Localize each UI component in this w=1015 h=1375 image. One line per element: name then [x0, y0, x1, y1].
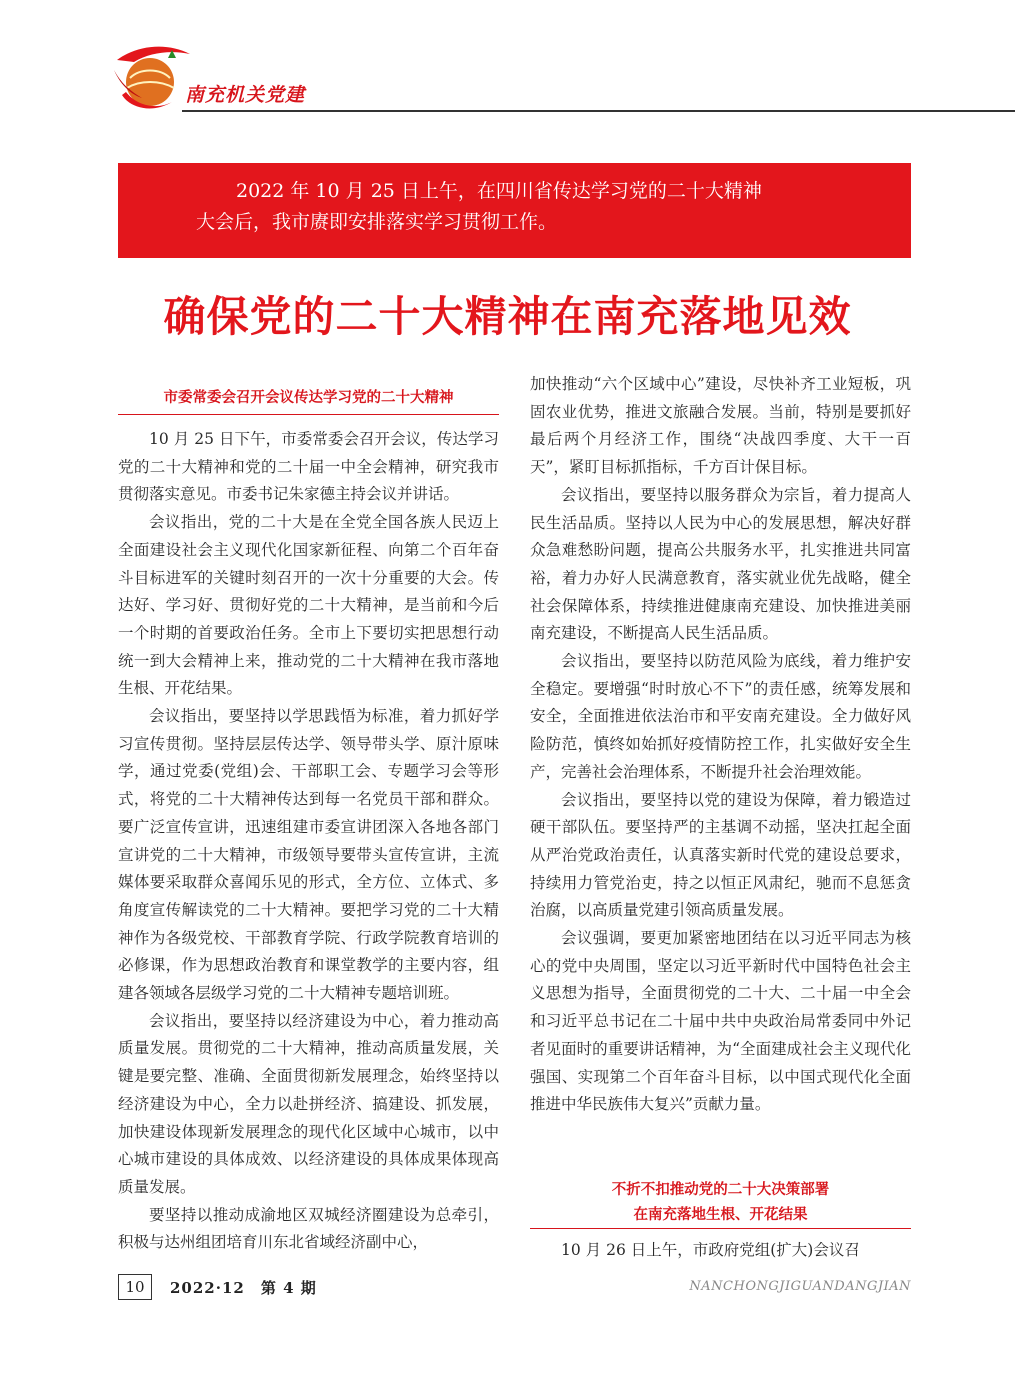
paragraph: 会议指出，要坚持以服务群众为宗旨，着力提高人民生活品质。坚持以人民为中心的发展思想，解决好群众急难愁盼问题，提高公共服务水平，扎实推进共同富裕，着力办好人民满意教育，落实就业优先战略，健全社会保障体系，持续推进健康南充建设、加快推进美丽南充建设，不断提高人民生活品质。	[530, 485, 911, 643]
page-number: 10	[118, 1274, 152, 1300]
paragraph: 会议指出，要坚持以防范风险为底线，着力维护安全稳定。要增强“时时放心不下”的责任感，统筹发展和安全，全面推进依法治市和平安南充建设。全力做好风险防范，慎终如始抓好疫情防控工作，扎实做好安全生产，完善社会治理体系，不断提升社会治理效能。	[530, 652, 911, 781]
section-heading-2-line-2: 在南充落地生根、开花结果	[633, 1207, 808, 1223]
paragraph: 会议指出，要坚持以学思践悟为标准，着力抓好学习宣传贯彻。坚持层层传达学、领导带头学、原汁原味学，通过党委(党组)会、干部职工会、专题学习会等形式，将党的二十大精神传达到每一名党员干部和群众。要广泛宣传宣讲，迅速组建市委宣讲团深入各地各部门宣讲党的二十大精神，市级领导要带头宣传宣讲，主流媒体要采取群众喜闻乐见的形式，全方位、立体式、多角度宣传解读党的二十大精神。要把学习党的二十大精神作为各级党校、干部教育学院、行政学院教育培训的必修课，作为思想政治教育和课堂教学的主要内容，组建各领域各层级学习党的二十大精神专题培训班。	[118, 707, 499, 1003]
globe-ribbon-logo-icon	[112, 40, 192, 115]
article-title: 确保党的二十大精神在南充落地见效	[163, 292, 852, 341]
header-rule	[182, 110, 1015, 112]
paragraph: 会议指出，党的二十大是在全党全国各族人民迈上全面建设社会主义现代化国家新征程、向第二个百年奋斗目标进军的关键时刻召开的一次十分重要的大会。传达好、学习好、贯彻好党的二十大精神，是当前和今后一个时期的首要政治任务。全市上下要切实把思想行动统一到大会精神上来，推动党的二十大精神在我市落地生根、开花结果。	[118, 513, 499, 698]
section-2-body	[530, 1237, 911, 1265]
banner-line-2: 大会后，我市赓即安排落实学习贯彻工作。	[196, 211, 558, 233]
page-header	[0, 0, 1015, 120]
banner-line-1: 2022 年 10 月 25 日上午，在四川省传达学习党的二十大精神	[236, 180, 762, 202]
running-title: NANCHONGJIGUANDANGJIAN	[689, 1279, 911, 1294]
section-heading-1: 市委常委会召开会议传达学习党的二十大精神	[163, 390, 454, 406]
section-rule-1	[118, 414, 499, 415]
paragraph: 要坚持以推动成渝地区双城经济圈建设为总牵引，积极与达州组团培育川东北省域经济副中心，	[118, 1205, 499, 1252]
paragraph: 10 月 25 日下午，市委常委会召开会议，传达学习党的二十大精神和党的二十届一中全会精神，研究我市贯彻落实意见。市委书记朱家德主持会议并讲话。	[118, 430, 499, 504]
magazine-brand: 南充机关党建	[185, 84, 306, 106]
intro-banner	[118, 163, 911, 258]
paragraph: 10 月 26 日上午，市政府党组(扩大)会议召	[561, 1241, 860, 1259]
paragraph: 加快推动“六个区域中心”建设，尽快补齐工业短板，巩固农业优势，推进文旅融合发展。当前，特别是要抓好最后两个月经济工作，围绕“决战四季度、大干一百天”，紧盯目标抓指标，千方百计保目标。	[530, 375, 911, 477]
left-column	[118, 426, 499, 1257]
paragraph: 会议指出，要坚持以党的建设为保障，着力锻造过硬干部队伍。要坚持严的主基调不动摇，坚决扛起全面从严治党政治责任，认真落实新时代党的建设总要求，持续用力管党治吏，持之以恒正风肃纪，驰而不息惩贪治腐，以高质量党建引领高质量发展。	[530, 790, 911, 920]
paragraph: 会议强调，要更加紧密地团结在以习近平同志为核心的党中央周围，坚定以习近平新时代中国特色社会主义思想为指导，全面贯彻党的二十大、二十届一中全会和习近平总书记在二十届中共中央政治局常委同中外记者见面时的重要讲话精神，为“全面建成社会主义现代化强国、实现第二个百年奋斗目标，以中国式现代化全面推进中华民族伟大复兴”贡献力量。	[530, 929, 911, 1114]
issue-label: 2022·12 第 4 期	[170, 1279, 317, 1297]
page-footer	[118, 1274, 911, 1300]
section-heading-2-line-1: 不折不扣推动党的二十大决策部署	[611, 1182, 830, 1198]
section-rule-2	[530, 1228, 911, 1229]
paragraph: 会议指出，要坚持以经济建设为中心，着力推动高质量发展。贯彻党的二十大精神，推动高质量发展，关键是要完整、准确、全面贯彻新发展理念，始终坚持以经济建设为中心，全力以赴拼经济、搞建设、抓发展，加快建设体现新发展理念的现代化区域中心城市，以中心城市建设的具体成效、以经济建设的具体成果体现高质量发展。	[118, 1011, 499, 1196]
section-heading-2	[530, 1178, 911, 1228]
right-column	[530, 371, 911, 1119]
